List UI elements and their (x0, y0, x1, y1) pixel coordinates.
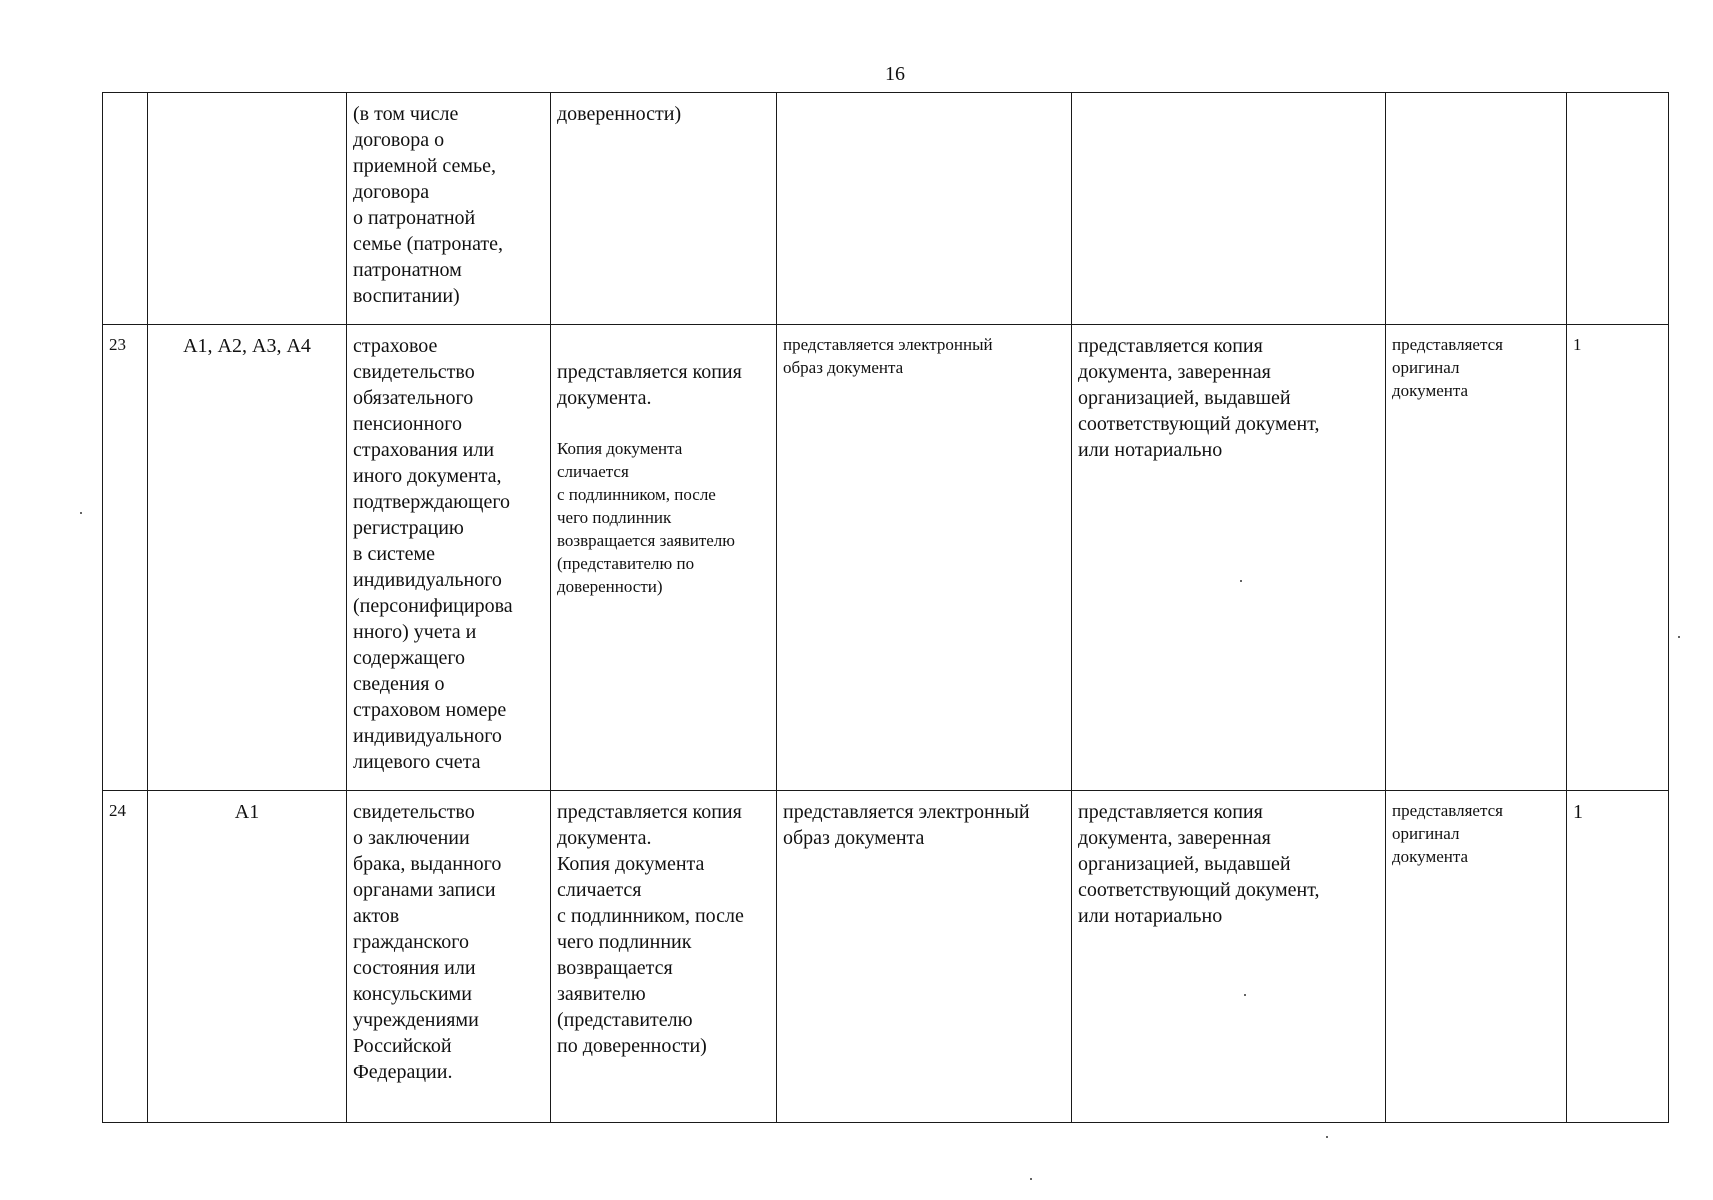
personal-submission-lead: представляется копия документа. (557, 361, 742, 409)
scan-speck (1240, 580, 1242, 582)
document-count-cell: 1 (1567, 325, 1669, 791)
document-name-cell: страховое свидетельство обязательного пенсионного страхования или иного документа, подтверждающего регистрацию в системе индивидуального (персонифицирова нного) учета и содержащего сведения о страховом номере индивидуального лицевого счета (347, 325, 551, 791)
personal-submission-cell (551, 325, 777, 791)
mfc-submission-cell: представляется оригинал документа (1386, 791, 1567, 1123)
table-row (103, 93, 1669, 325)
mail-submission-cell: представляется копия документа, заверенная организацией, выдавшей соответствующий документ, или нотариально (1072, 791, 1386, 1123)
table-row (103, 791, 1669, 1123)
document-name-cell: свидетельство о заключении брака, выданного органами записи актов гражданского состояния или консульскими учреждениями Российской Федерации. (347, 791, 551, 1123)
mail-submission-cell: представляется копия документа, заверенная организацией, выдавшей соответствующий документ, или нотариально (1072, 325, 1386, 791)
applicant-codes-cell: А1, А2, А3, А4 (148, 325, 347, 791)
personal-submission-cell: представляется копия документа. Копия документа сличается с подлинником, после чего подлинник возвращается заявителю (представителю по доверенности) (551, 791, 777, 1123)
electronic-submission-cell (777, 93, 1072, 325)
row-number-cell: 24 (103, 791, 148, 1123)
electronic-submission-cell: представляется электронный образ документа (777, 325, 1072, 791)
mfc-submission-cell (1386, 93, 1567, 325)
scan-speck (80, 512, 82, 514)
applicant-codes-cell: А1 (148, 791, 347, 1123)
row-number-cell: 23 (103, 325, 148, 791)
personal-submission-details: Копия документа сличается с подлинником, после чего подлинник возвращается заявителю (представителю по доверенности) (557, 439, 735, 596)
applicant-codes-cell (148, 93, 347, 325)
electronic-submission-cell: представляется электронный образ документа (777, 791, 1072, 1123)
mfc-submission-cell: представляется оригинал документа (1386, 325, 1567, 791)
document-count-cell (1567, 93, 1669, 325)
mail-submission-cell (1072, 93, 1386, 325)
scan-speck (1678, 636, 1680, 638)
scan-speck (1030, 1178, 1032, 1180)
scan-speck (1326, 1136, 1328, 1138)
document-name-cell: (в том числе договора о приемной семье, договора о патронатной семье (патронате, патронатном воспитании) (347, 93, 551, 325)
personal-submission-cell: доверенности) (551, 93, 777, 325)
row-number-cell (103, 93, 148, 325)
page-number: 16 (885, 63, 905, 85)
documents-table (102, 92, 1669, 1123)
document-count-cell: 1 (1567, 791, 1669, 1123)
scan-speck (1244, 994, 1246, 996)
table-row (103, 325, 1669, 791)
